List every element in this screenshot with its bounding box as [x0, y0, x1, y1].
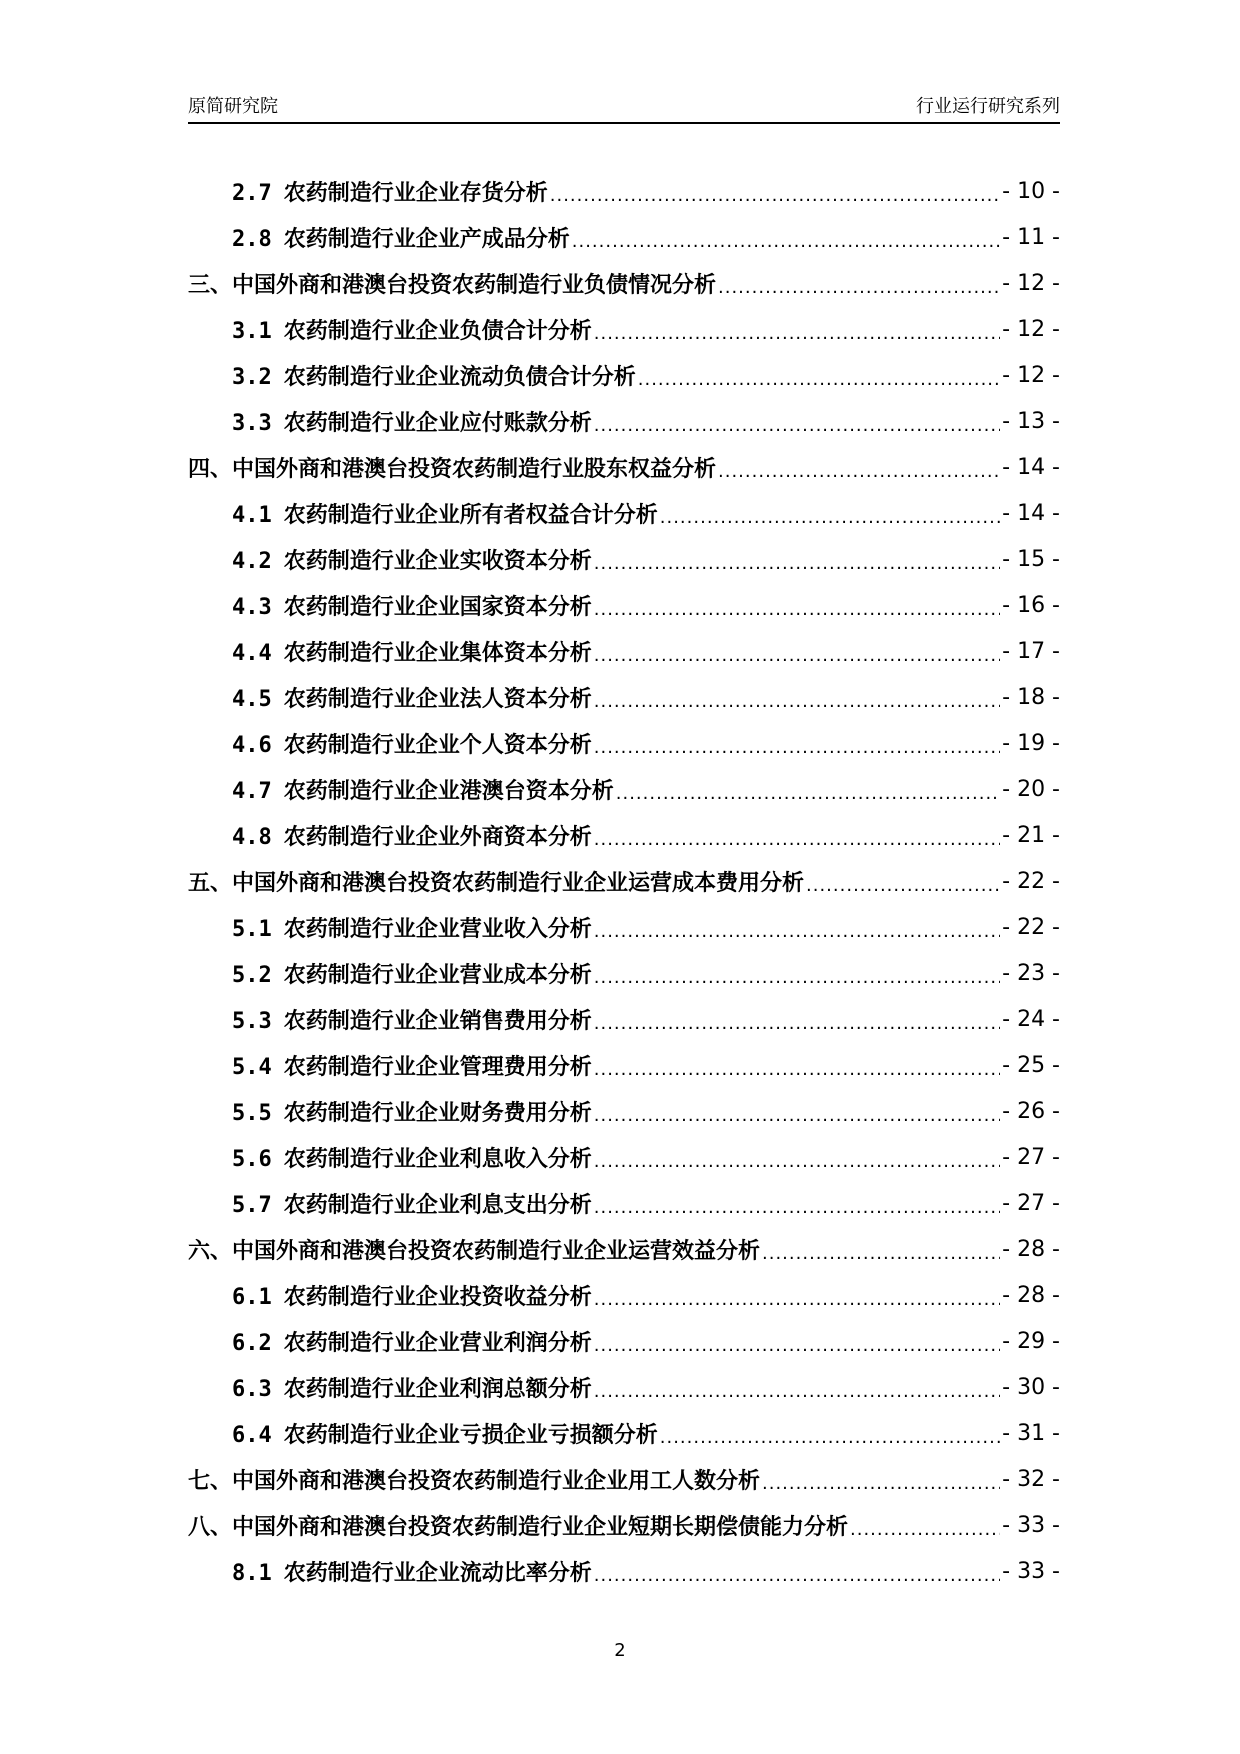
toc-entry[interactable] — [188, 260, 1060, 306]
toc-entry-number: 5.3 — [232, 1008, 272, 1034]
toc-entry-text: 农药制造行业企业应付账款分析 — [283, 410, 592, 436]
toc-entry-text: 农药制造行业企业集体资本分析 — [283, 640, 592, 666]
toc-dot-leader — [660, 507, 1000, 528]
toc-entry-title — [188, 452, 716, 483]
toc-entry[interactable] — [188, 1364, 1060, 1410]
toc-entry[interactable] — [188, 674, 1060, 720]
toc-entry-page: - 14 - — [1002, 500, 1060, 526]
toc-entry-number: 6.2 — [232, 1330, 272, 1356]
toc-entry-page: - 24 - — [1002, 1006, 1060, 1032]
toc-entry[interactable] — [188, 812, 1060, 858]
toc-entry-page: - 16 - — [1002, 592, 1060, 618]
toc-entry-number: 5.7 — [232, 1192, 272, 1218]
toc-entry-number: 4.2 — [232, 548, 272, 574]
toc-entry[interactable] — [188, 1410, 1060, 1456]
toc-dot-leader — [594, 415, 1000, 436]
table-of-contents — [188, 168, 1060, 1594]
toc-entry-text: 农药制造行业企业港澳台资本分析 — [283, 778, 614, 804]
toc-entry[interactable] — [188, 1134, 1060, 1180]
toc-entry[interactable] — [188, 168, 1060, 214]
toc-entry-title — [188, 866, 804, 897]
toc-entry-page: - 20 - — [1002, 776, 1060, 802]
toc-entry-title — [232, 958, 592, 989]
toc-entry[interactable] — [188, 306, 1060, 352]
toc-entry-title — [232, 1096, 592, 1127]
toc-entry-text: 农药制造行业企业投资收益分析 — [283, 1284, 592, 1310]
toc-entry-page: - 30 - — [1002, 1374, 1060, 1400]
toc-entry-page: - 17 - — [1002, 638, 1060, 664]
toc-entry-page: - 29 - — [1002, 1328, 1060, 1354]
toc-entry-number: 3.2 — [232, 364, 272, 390]
toc-entry-number: 5.5 — [232, 1100, 272, 1126]
toc-entry-title — [232, 1372, 592, 1403]
toc-entry-text: 农药制造行业企业实收资本分析 — [283, 548, 592, 574]
toc-entry-title — [232, 314, 592, 345]
toc-entry[interactable] — [188, 904, 1060, 950]
toc-entry-text: 七、中国外商和港澳台投资农药制造行业企业用工人数分析 — [188, 1468, 761, 1494]
toc-dot-leader — [594, 1289, 1000, 1310]
toc-entry[interactable] — [188, 1548, 1060, 1594]
toc-entry-text: 农药制造行业企业销售费用分析 — [283, 1008, 592, 1034]
toc-entry[interactable] — [188, 628, 1060, 674]
toc-dot-leader — [594, 1335, 1000, 1356]
toc-dot-leader — [594, 737, 1000, 758]
toc-entry[interactable] — [188, 536, 1060, 582]
toc-dot-leader — [594, 921, 1000, 942]
toc-entry-title — [232, 1142, 592, 1173]
toc-entry-title — [232, 544, 592, 575]
toc-entry[interactable] — [188, 1318, 1060, 1364]
toc-entry-title — [232, 1418, 658, 1449]
toc-entry-title — [232, 774, 614, 805]
toc-entry-page: - 22 - — [1002, 868, 1060, 894]
toc-entry-text: 农药制造行业企业利润总额分析 — [283, 1376, 592, 1402]
toc-entry-number: 2.8 — [232, 226, 272, 252]
toc-entry-number: 5.1 — [232, 916, 272, 942]
toc-entry[interactable] — [188, 996, 1060, 1042]
toc-dot-leader — [594, 1381, 1000, 1402]
toc-dot-leader — [572, 231, 1000, 252]
toc-entry-text: 农药制造行业企业产成品分析 — [283, 226, 570, 252]
toc-entry-title — [232, 1326, 592, 1357]
toc-entry-text: 农药制造行业企业营业利润分析 — [283, 1330, 592, 1356]
toc-entry-title — [232, 728, 592, 759]
toc-entry-text: 农药制造行业企业法人资本分析 — [283, 686, 592, 712]
toc-entry-title — [188, 1464, 760, 1495]
toc-entry-page: - 11 - — [1002, 224, 1060, 250]
toc-dot-leader — [594, 1197, 1000, 1218]
toc-entry-page: - 18 - — [1002, 684, 1060, 710]
toc-dot-leader — [594, 829, 1000, 850]
toc-entry-number: 8.1 — [232, 1560, 272, 1586]
toc-entry-number: 4.1 — [232, 502, 272, 528]
toc-dot-leader — [718, 461, 1000, 482]
toc-entry-number: 6.4 — [232, 1422, 272, 1448]
toc-dot-leader — [594, 645, 1000, 666]
toc-entry-text: 三、中国外商和港澳台投资农药制造行业负债情况分析 — [188, 272, 717, 298]
toc-entry-text: 农药制造行业企业外商资本分析 — [283, 824, 592, 850]
toc-entry-title — [188, 268, 716, 299]
toc-entry-text: 六、中国外商和港澳台投资农药制造行业企业运营效益分析 — [188, 1238, 761, 1264]
toc-entry-text: 农药制造行业企业所有者权益合计分析 — [283, 502, 658, 528]
toc-entry-text: 农药制造行业企业财务费用分析 — [283, 1100, 592, 1126]
toc-entry-text: 农药制造行业企业个人资本分析 — [283, 732, 592, 758]
toc-entry[interactable] — [188, 1042, 1060, 1088]
toc-entry[interactable] — [188, 444, 1060, 490]
toc-entry-page: - 14 - — [1002, 454, 1060, 480]
toc-entry-title — [232, 222, 570, 253]
toc-entry-text: 农药制造行业企业营业收入分析 — [283, 916, 592, 942]
toc-entry-number: 4.7 — [232, 778, 272, 804]
toc-entry-page: - 25 - — [1002, 1052, 1060, 1078]
toc-entry-page: - 12 - — [1002, 316, 1060, 342]
toc-dot-leader — [550, 185, 1000, 206]
toc-entry-page: - 33 - — [1002, 1558, 1060, 1584]
toc-entry-page: - 31 - — [1002, 1420, 1060, 1446]
toc-entry-number: 4.8 — [232, 824, 272, 850]
toc-entry-title — [188, 1234, 760, 1265]
toc-entry[interactable] — [188, 1088, 1060, 1134]
toc-entry-page: - 21 - — [1002, 822, 1060, 848]
toc-dot-leader — [594, 1013, 1000, 1034]
toc-dot-leader — [594, 1151, 1000, 1172]
toc-entry[interactable] — [188, 214, 1060, 260]
toc-dot-leader — [762, 1243, 1000, 1264]
toc-entry-page: - 28 - — [1002, 1282, 1060, 1308]
page-number: 2 — [614, 1640, 626, 1661]
toc-entry-page: - 33 - — [1002, 1512, 1060, 1538]
page-header — [188, 90, 1060, 124]
toc-dot-leader — [594, 691, 1000, 712]
toc-dot-leader — [718, 277, 1000, 298]
toc-dot-leader — [594, 967, 1000, 988]
toc-entry-number: 5.4 — [232, 1054, 272, 1080]
toc-entry[interactable] — [188, 1272, 1060, 1318]
toc-entry[interactable] — [188, 1502, 1060, 1548]
toc-entry-number: 6.1 — [232, 1284, 272, 1310]
toc-dot-leader — [594, 323, 1000, 344]
toc-entry[interactable] — [188, 1180, 1060, 1226]
toc-dot-leader — [806, 875, 1000, 896]
toc-entry-title — [232, 1188, 592, 1219]
toc-entry-title — [232, 636, 592, 667]
toc-entry-title — [188, 1510, 848, 1541]
toc-dot-leader — [594, 1059, 1000, 1080]
toc-entry[interactable] — [188, 582, 1060, 628]
toc-dot-leader — [762, 1473, 1000, 1494]
toc-entry[interactable] — [188, 398, 1060, 444]
toc-entry-text: 农药制造行业企业负债合计分析 — [283, 318, 592, 344]
toc-entry-title — [232, 360, 636, 391]
header-org-name: 原简研究院 — [188, 96, 278, 117]
toc-entry[interactable] — [188, 766, 1060, 812]
toc-entry-text: 农药制造行业企业利息支出分析 — [283, 1192, 592, 1218]
toc-entry-number: 4.6 — [232, 732, 272, 758]
toc-entry-page: - 23 - — [1002, 960, 1060, 986]
toc-entry-title — [232, 1280, 592, 1311]
toc-entry-number: 3.3 — [232, 410, 272, 436]
toc-dot-leader — [660, 1427, 1000, 1448]
toc-dot-leader — [594, 1565, 1000, 1586]
toc-entry[interactable] — [188, 352, 1060, 398]
toc-entry-title — [232, 176, 548, 207]
toc-entry-title — [232, 820, 592, 851]
toc-entry-text: 农药制造行业企业存货分析 — [283, 180, 548, 206]
toc-entry-text: 农药制造行业企业亏损企业亏损额分析 — [283, 1422, 658, 1448]
toc-entry-number: 3.1 — [232, 318, 272, 344]
toc-dot-leader — [594, 553, 1000, 574]
toc-dot-leader — [594, 599, 1000, 620]
toc-entry-page: - 10 - — [1002, 178, 1060, 204]
toc-entry-title — [232, 590, 592, 621]
toc-entry-title — [232, 498, 658, 529]
toc-dot-leader — [638, 369, 1000, 390]
toc-entry-text: 农药制造行业企业利息收入分析 — [283, 1146, 592, 1172]
toc-entry[interactable] — [188, 1226, 1060, 1272]
toc-entry[interactable] — [188, 950, 1060, 996]
toc-entry-text: 农药制造行业企业营业成本分析 — [283, 962, 592, 988]
toc-entry-page: - 27 - — [1002, 1190, 1060, 1216]
header-series-name: 行业运行研究系列 — [916, 96, 1060, 117]
toc-entry-number: 4.5 — [232, 686, 272, 712]
toc-entry[interactable] — [188, 720, 1060, 766]
toc-entry-page: - 32 - — [1002, 1466, 1060, 1492]
toc-dot-leader — [594, 1105, 1000, 1126]
toc-entry-text: 四、中国外商和港澳台投资农药制造行业股东权益分析 — [188, 456, 717, 482]
toc-entry-text: 农药制造行业企业管理费用分析 — [283, 1054, 592, 1080]
toc-entry-text: 八、中国外商和港澳台投资农药制造行业企业短期长期偿债能力分析 — [188, 1514, 849, 1540]
toc-entry-page: - 12 - — [1002, 362, 1060, 388]
toc-entry-page: - 19 - — [1002, 730, 1060, 756]
toc-entry-number: 5.2 — [232, 962, 272, 988]
toc-dot-leader — [850, 1519, 1000, 1540]
toc-entry-title — [232, 406, 592, 437]
toc-entry-page: - 12 - — [1002, 270, 1060, 296]
toc-entry-title — [232, 1556, 592, 1587]
toc-entry-title — [232, 1050, 592, 1081]
toc-entry-number: 6.3 — [232, 1376, 272, 1402]
toc-entry-page: - 15 - — [1002, 546, 1060, 572]
toc-entry-text: 五、中国外商和港澳台投资农药制造行业企业运营成本费用分析 — [188, 870, 805, 896]
toc-entry-text: 农药制造行业企业国家资本分析 — [283, 594, 592, 620]
toc-entry-number: 4.3 — [232, 594, 272, 620]
toc-entry[interactable] — [188, 858, 1060, 904]
toc-entry-title — [232, 682, 592, 713]
toc-entry-page: - 26 - — [1002, 1098, 1060, 1124]
toc-entry-text: 农药制造行业企业流动负债合计分析 — [283, 364, 636, 390]
toc-entry[interactable] — [188, 1456, 1060, 1502]
toc-entry-number: 5.6 — [232, 1146, 272, 1172]
toc-entry-page: - 27 - — [1002, 1144, 1060, 1170]
toc-entry-number: 4.4 — [232, 640, 272, 666]
toc-entry-page: - 22 - — [1002, 914, 1060, 940]
toc-dot-leader — [616, 783, 1000, 804]
toc-entry-text: 农药制造行业企业流动比率分析 — [283, 1560, 592, 1586]
toc-entry-page: - 13 - — [1002, 408, 1060, 434]
toc-entry-title — [232, 912, 592, 943]
toc-entry-page: - 28 - — [1002, 1236, 1060, 1262]
toc-entry-number: 2.7 — [232, 180, 272, 206]
toc-entry-title — [232, 1004, 592, 1035]
toc-entry[interactable] — [188, 490, 1060, 536]
